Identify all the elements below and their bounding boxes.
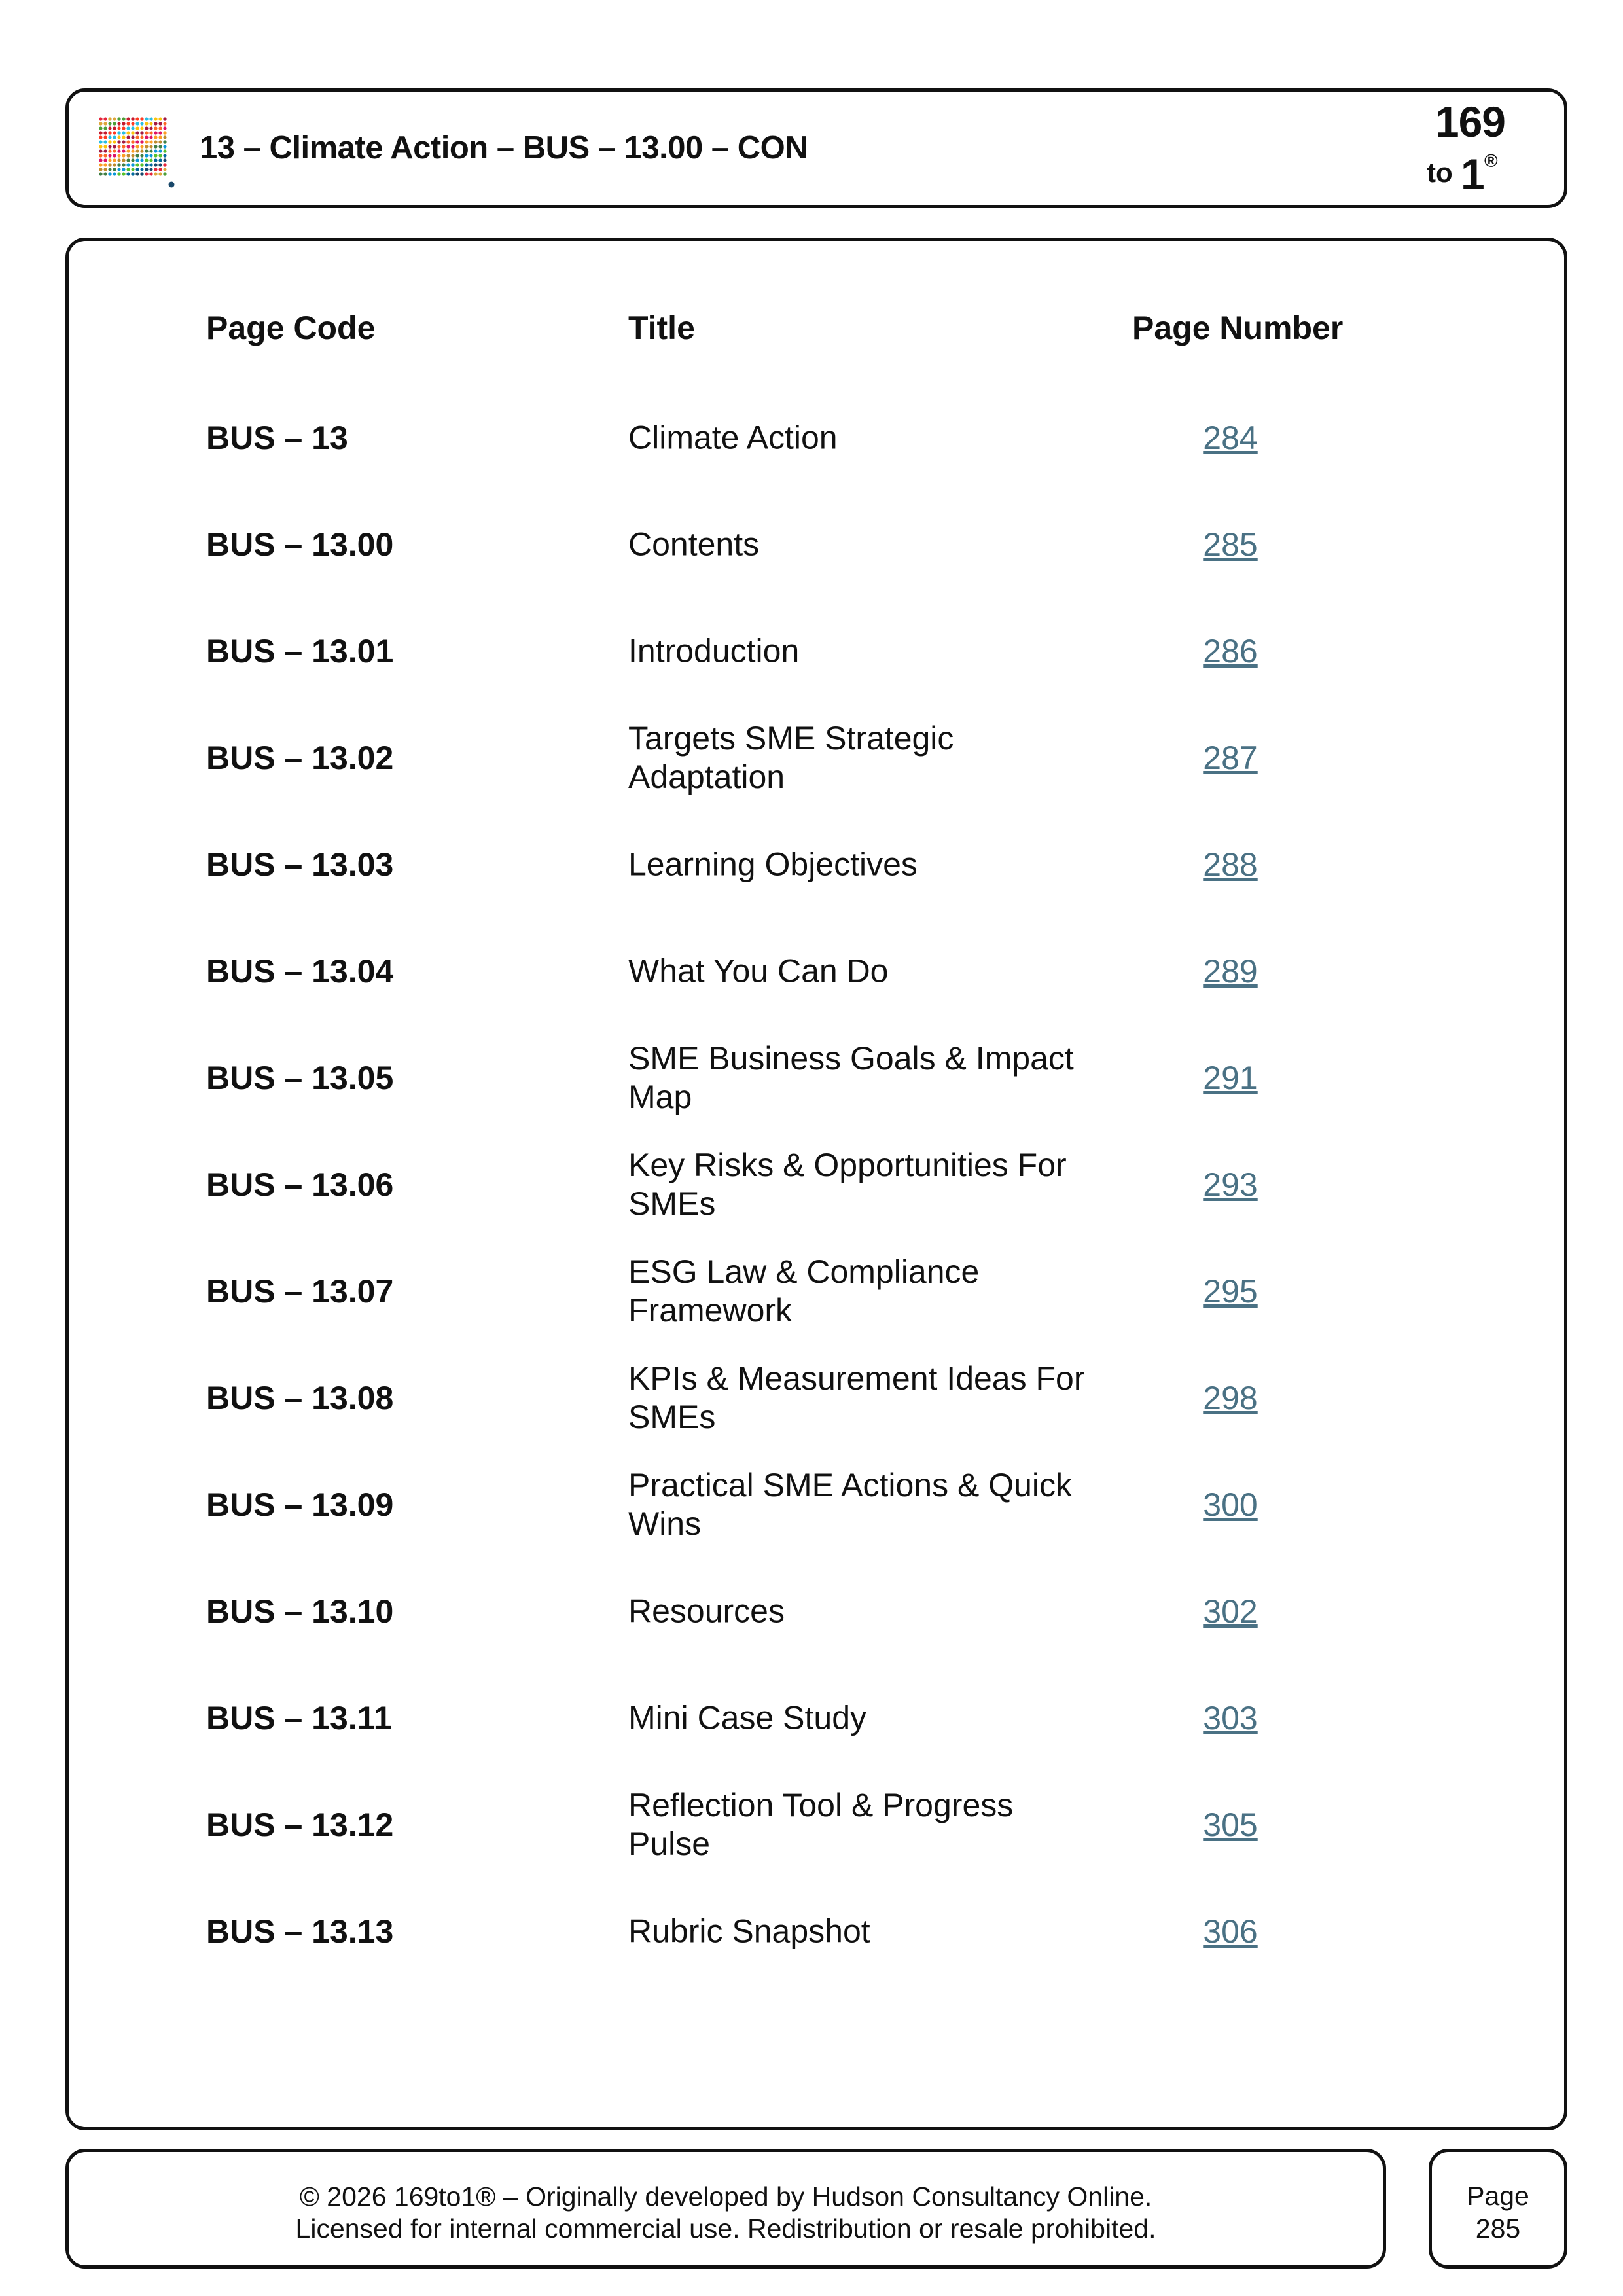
row-page-code: BUS – 13.02 bbox=[206, 740, 394, 776]
row-page-number-link[interactable]: 284 bbox=[1203, 420, 1258, 456]
brand-one: 1 bbox=[1461, 150, 1485, 198]
table-row bbox=[69, 613, 1564, 690]
copyright-footer bbox=[65, 2149, 1386, 2269]
row-page-number-link[interactable]: 306 bbox=[1203, 1913, 1258, 1950]
row-page-number-link[interactable]: 291 bbox=[1203, 1060, 1258, 1096]
row-page-number-link[interactable]: 303 bbox=[1203, 1700, 1258, 1736]
row-page-number-link[interactable]: 298 bbox=[1203, 1380, 1258, 1416]
row-page-number-link[interactable]: 289 bbox=[1203, 953, 1258, 990]
row-page-number-link[interactable]: 293 bbox=[1203, 1166, 1258, 1203]
row-page-code: BUS – 13.08 bbox=[206, 1380, 394, 1416]
row-title: Targets SME Strategic Adaptation bbox=[628, 720, 954, 795]
brand-registered-mark: ® bbox=[1484, 151, 1498, 171]
row-title: Contents bbox=[628, 526, 760, 563]
table-row bbox=[69, 1573, 1564, 1650]
table-row bbox=[69, 1466, 1564, 1543]
page-number: 285 bbox=[1475, 2214, 1521, 2244]
row-page-code: BUS – 13.05 bbox=[206, 1060, 394, 1096]
table-row bbox=[69, 1146, 1564, 1223]
row-page-code: BUS – 13.12 bbox=[206, 1806, 394, 1843]
footer-text bbox=[69, 2181, 1383, 2245]
document-title: 13 – Climate Action – BUS – 13.00 – CON bbox=[200, 130, 808, 166]
row-page-code: BUS – 13.13 bbox=[206, 1913, 394, 1950]
row-title: ESG Law & Compliance Framework bbox=[628, 1253, 980, 1329]
row-title: Rubric Snapshot bbox=[628, 1912, 870, 1950]
row-page-code: BUS – 13.01 bbox=[206, 633, 394, 670]
table-row bbox=[69, 1679, 1564, 1757]
footer-copyright-line: © 2026 169to1® – Originally developed by Hudson Consultancy Online. bbox=[299, 2181, 1152, 2212]
row-page-number-link[interactable]: 295 bbox=[1203, 1273, 1258, 1310]
row-page-code: BUS – 13.07 bbox=[206, 1273, 394, 1310]
row-page-code: BUS – 13.03 bbox=[206, 846, 394, 883]
row-page-number-link[interactable]: 287 bbox=[1203, 740, 1258, 776]
row-page-code: BUS – 13.00 bbox=[206, 526, 394, 563]
sdg-dot-grid-logo-icon bbox=[98, 117, 177, 188]
column-header-page-code: Page Code bbox=[206, 310, 376, 346]
table-row bbox=[69, 1253, 1564, 1330]
row-page-code: BUS – 13.06 bbox=[206, 1166, 394, 1203]
table-row bbox=[69, 1039, 1564, 1117]
row-page-number-link[interactable]: 286 bbox=[1203, 633, 1258, 670]
page-label: Page bbox=[1467, 2181, 1529, 2211]
row-title: Introduction bbox=[628, 632, 800, 670]
row-title: Mini Case Study bbox=[628, 1699, 867, 1736]
row-page-number-link[interactable]: 302 bbox=[1203, 1593, 1258, 1630]
row-page-number-link[interactable]: 300 bbox=[1203, 1486, 1258, 1523]
row-title: Practical SME Actions & Quick Wins bbox=[628, 1467, 1073, 1542]
row-title: Learning Objectives bbox=[628, 846, 918, 883]
brand-number: 169 bbox=[1435, 98, 1505, 146]
table-row bbox=[69, 933, 1564, 1010]
page-number-text bbox=[1432, 2179, 1564, 2245]
page-number-box bbox=[1429, 2149, 1567, 2269]
row-page-code: BUS – 13.11 bbox=[206, 1700, 392, 1736]
row-page-number-link[interactable]: 288 bbox=[1203, 846, 1258, 883]
table-row bbox=[69, 1786, 1564, 1863]
row-title: SME Business Goals & Impact Map bbox=[628, 1040, 1074, 1115]
row-page-code: BUS – 13.10 bbox=[206, 1593, 394, 1630]
contents-panel bbox=[65, 238, 1567, 2130]
row-title: Climate Action bbox=[628, 419, 838, 456]
row-title: Reflection Tool & Progress Pulse bbox=[628, 1787, 1014, 1862]
row-page-code: BUS – 13.04 bbox=[206, 953, 394, 990]
row-page-code: BUS – 13 bbox=[206, 420, 348, 456]
column-header-title: Title bbox=[628, 310, 695, 346]
table-row bbox=[69, 826, 1564, 903]
row-title: Resources bbox=[628, 1592, 785, 1630]
brand-mark bbox=[1387, 97, 1505, 205]
row-page-code: BUS – 13.09 bbox=[206, 1486, 394, 1523]
column-header-page-number: Page Number bbox=[1132, 310, 1344, 346]
row-title: KPIs & Measurement Ideas For SMEs bbox=[628, 1360, 1085, 1435]
row-title: What You Can Do bbox=[628, 952, 889, 990]
table-row bbox=[69, 1893, 1564, 1970]
row-page-number-link[interactable]: 285 bbox=[1203, 526, 1258, 563]
table-row bbox=[69, 719, 1564, 797]
table-row bbox=[69, 506, 1564, 583]
row-page-number-link[interactable]: 305 bbox=[1203, 1806, 1258, 1843]
footer-license-line: Licensed for internal commercial use. Redistribution or resale prohibited. bbox=[295, 2214, 1156, 2244]
table-row bbox=[69, 1359, 1564, 1437]
brand-to: to bbox=[1427, 157, 1453, 188]
document-header bbox=[65, 88, 1567, 208]
row-title: Key Risks & Opportunities For SMEs bbox=[628, 1147, 1067, 1222]
table-row bbox=[69, 399, 1564, 476]
